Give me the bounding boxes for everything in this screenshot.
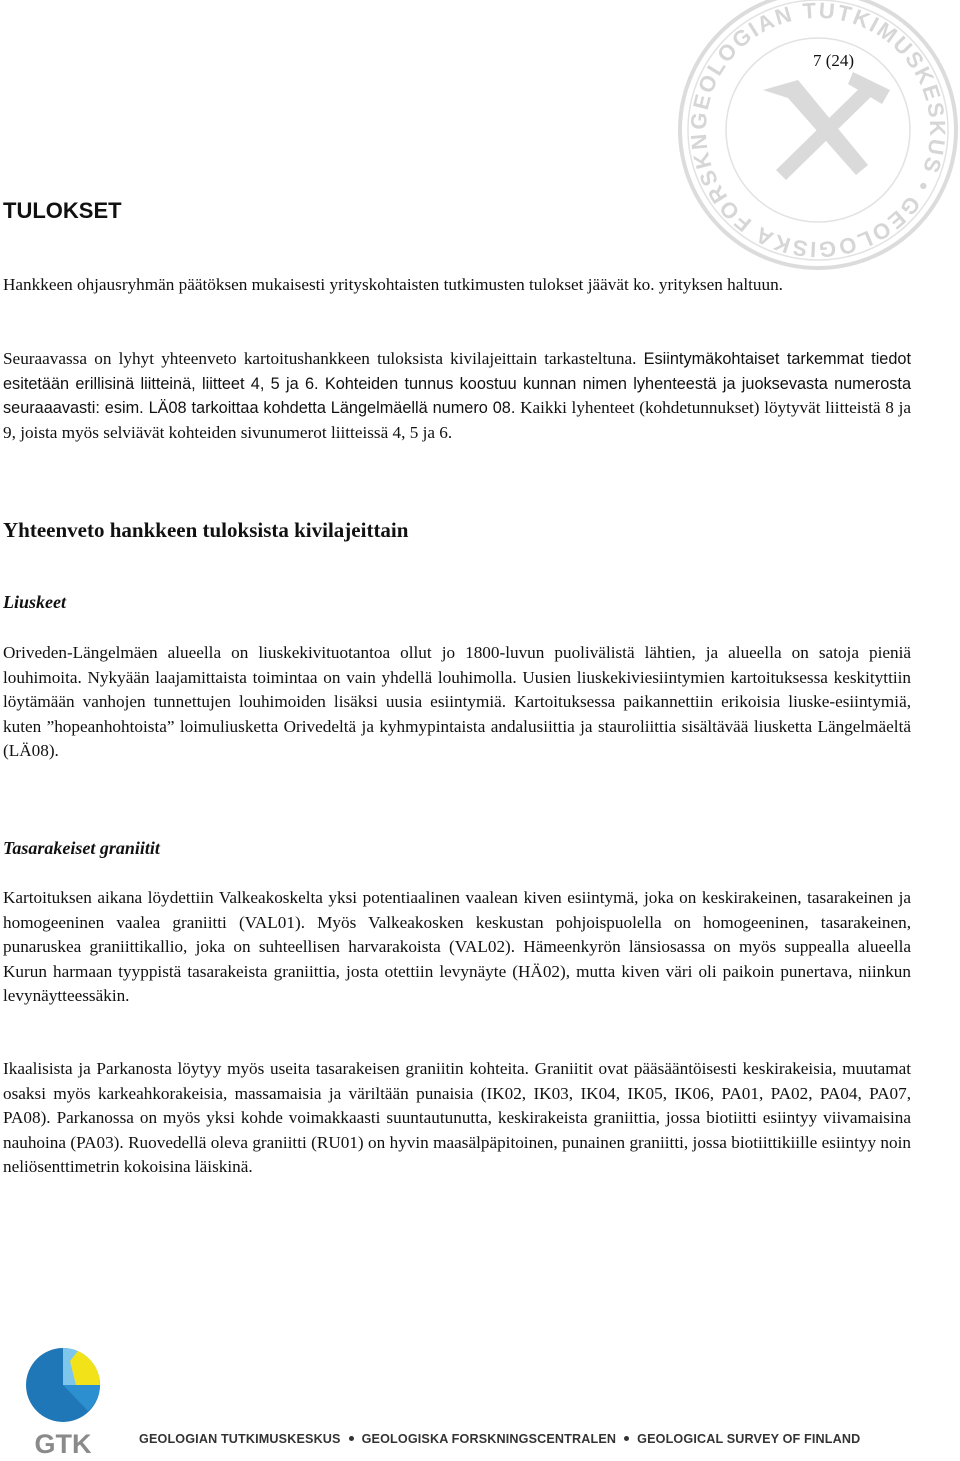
gtk-seal-watermark — [668, 0, 960, 280]
main-heading: TULOKSET — [3, 198, 122, 223]
footer-org-sv: GEOLOGISKA FORSKNINGSCENTRALEN — [361, 1432, 617, 1446]
page-number: 7 (24) — [813, 51, 855, 70]
summary-part-3: Kaikki lyhenteet (kohdetunnukset) löytyvät liitteistä 8 ja 9, joista myös selviävät kohteiden sivunumerot liitteissä 4, 5 ja 6. — [3, 398, 912, 442]
footer — [0, 1336, 960, 1456]
footer-org-en: GEOLOGICAL SURVEY OF FINLAND — [637, 1432, 861, 1446]
separator-dot — [624, 1436, 629, 1441]
graniitit-heading: Tasarakeiset graniitit — [3, 838, 160, 858]
summary-part-2: Esiintymäkohtaiset tarkemmat tiedot esitetään erillisinä liitteinä, liitteet 4, 5 ja 6. Kohteiden tunnus koostuu kunnan nimen lyhenteestä ja juoksevasta numerosta seuraaavasti: esim. LÄ08 tarkoittaa kohdetta Längelmäellä numero 08. — [3, 350, 912, 418]
hammer-icon — [763, 72, 890, 180]
summary-paragraph — [3, 347, 911, 445]
summary-part-1: Seuraavassa on lyhyt yhteenveto kartoitushankkeen tuloksista kivilajeittain tarkasteltuna. — [3, 349, 637, 368]
footer-organization — [139, 1432, 959, 1446]
graniitit-paragraph-2: Ikaalisista ja Parkanosta löytyy myös useita tasarakeisen graniitin kohteita. Graniitit ovat pääsääntöisesti keskirakeisia, muutamat osaksi myös karkeahkorakeisia, massamaisia ja väriltään punaisia (IK02, IK03, IK04, IK05, IK06, PA01, PA02, PA04, PA07, PA08). Parkanossa on myös yksi kohde voimakkaasti suuntautunutta, keskirakeista graniittia, jossa biotiitti esiintyy viivamaisina nauhoina (PA03). Ruovedellä oleva graniitti (RU01) on hyvin maasälpäpitoinen, punainen graniitti, jossa biotiittikiille esiintyy noin neliösenttimetrin kokoisina läiskinä. — [3, 1059, 911, 1177]
section-heading: Yhteenveto hankkeen tuloksista kivilajeittain — [3, 518, 409, 542]
footer-org-fi: GEOLOGIAN TUTKIMUSKESKUS — [139, 1432, 341, 1446]
seal-text: GEOLOGIAN TUTKIMUSKESKUS • GEOLOGISKA FORSKN — [685, 0, 951, 263]
svg-text:GEOLOGIAN TUTKIMUSKESKUS • GEO — [668, 0, 950, 262]
separator-dot — [349, 1436, 354, 1441]
graniitit-paragraph-1: Kartoituksen aikana löydettiin Valkeakoskelta yksi potentiaalinen vaalean kiven esiintymä, joka on keskirakeinen, tasarakeinen ja homogeeninen vaalea graniitti (VAL01). Myös Valkeakosken keskustan pohjoispuolella on homogeeninen, tasarakeinen, punaruskea graniittikallio, joka on suhteellisen harvarakoista (VAL02). Hämeenkyrön länsiosassa on myös suppealla alueella Kurun harmaan tyyppistä tasarakeista graniittia, josta otettiin levynäyte (HÄ02), mutta kiven väri oli paikoin punertava, niinkun levynäytteessäkin. — [3, 888, 911, 1006]
liuskeet-paragraph: Oriveden-Längelmäen alueella on liuskekivituotantoa ollut jo 1800-luvun puolivälistä lähtien, ja alueella on satoja pieniä louhimoita. Nykyään laajamittaista toimintaa on vain yhdellä louhimolla. Uusien liuskekiviesiintymien kartoituksessa keskityttiin löytämään vanhojen tunnettujen louhimoiden lisäksi uusia esiintymiä. Kartoituksessa paikannettiin erikoisia liuske-esiintymiä, kuten ”hopeanhohtoista” loimuliusketta Orivedeltä ja kyhmypintaista andalusiittia ja stauroliittia sisältävää liusketta Längelmäeltä (LÄ08). — [3, 643, 911, 761]
intro-paragraph: Hankkeen ohjausryhmän päätöksen mukaisesti yrityskohtaisten tutkimusten tulokset jäävät ko. yrityksen haltuun. — [3, 275, 783, 294]
gtk-logo — [18, 1341, 108, 1456]
gtk-logo-text: GTK — [34, 1429, 92, 1456]
liuskeet-heading: Liuskeet — [3, 592, 66, 612]
